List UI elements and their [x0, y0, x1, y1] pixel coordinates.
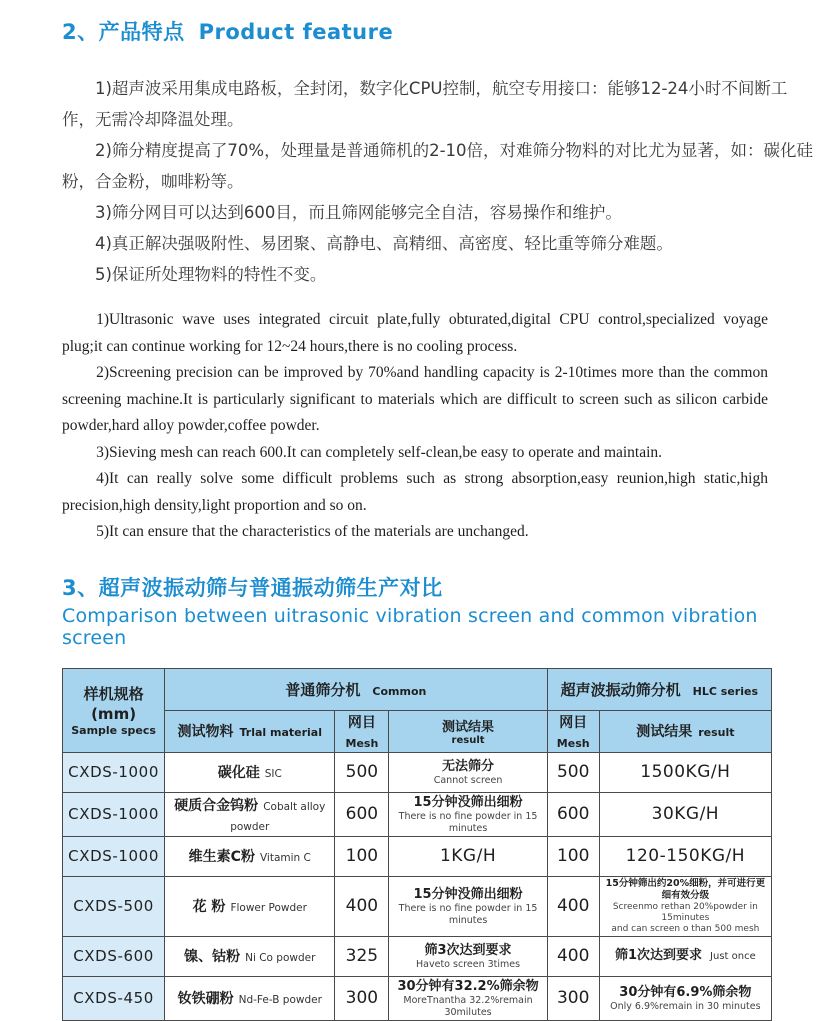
- spec-cell: CXDS-1000: [63, 792, 165, 836]
- result-hlc-cell: 筛1次达到要求 Just once: [599, 936, 771, 976]
- mesh-common-cell: 100: [335, 836, 389, 876]
- mesh-common-cell: 325: [335, 936, 389, 976]
- section3-title-cn: 3、超声波振动筛与普通振动筛生产对比: [62, 575, 443, 600]
- section2-title-cn: 2、产品特点: [62, 20, 185, 44]
- mesh-common-cell: 300: [335, 976, 389, 1020]
- feature-list-english: [62, 307, 768, 546]
- en-paragraph-2: 2)Screening precision can be improved by 70%and handling capacity is 2-10times more than the common screening machine.It is particularly significant to materials which are difficult to screen such as silicon carbide powder,hard alloy powder,coffee powder.: [62, 364, 768, 434]
- section3-title-en: Comparison between uitrasonic vibration screen and common vibration screen: [62, 604, 758, 649]
- material-cell: 硬质合金钨粉 Cobalt alloy powder: [165, 792, 335, 836]
- result-common-cell: 1KG/H: [389, 836, 547, 876]
- spec-cell: CXDS-600: [63, 936, 165, 976]
- table-row: [63, 876, 772, 936]
- result-hlc-cell: 30分钟有6.9%筛余物 Only 6.9%remain in 30 minutes: [599, 976, 771, 1020]
- cn-paragraph-4: 4)真正解决强吸附性、易团聚、高静电、高精细、高密度、轻比重等筛分难题。: [95, 234, 673, 253]
- material-cell: 镍、钴粉 Ni Co powder: [165, 936, 335, 976]
- header-group-hlc: 超声波振动筛分机 HLC series: [547, 668, 771, 710]
- mesh-hlc-cell: 400: [547, 936, 599, 976]
- result-hlc-cell: 15分钟筛出约20%细粉，并可进行更细有效分级 Screenmo rethan 20%powder in 15minutes and can screen o than 500 mesh: [599, 876, 771, 936]
- mesh-common-cell: 400: [335, 876, 389, 936]
- section2-title-en: Product feature: [198, 20, 394, 44]
- mesh-hlc-cell: 100: [547, 836, 599, 876]
- header-group-common: 普通筛分机 Common: [165, 668, 548, 710]
- result-common-cell: 15分钟没筛出细粉 There is no fine powder in 15 minutes: [389, 792, 547, 836]
- material-cell: 钕铁硼粉 Nd-Fe-B powder: [165, 976, 335, 1020]
- result-common-cell: 筛3次达到要求 Haveto screen 3times: [389, 936, 547, 976]
- table-row: [63, 976, 772, 1020]
- en-paragraph-4: 4)It can really solve some difficult problems such as strong absorption,easy reunion,high static,high precision,high density,light proportion and so on.: [62, 470, 768, 514]
- result-common-cell: 30分钟有32.2%筛余物 MoreTnantha 32.2%remain 30milutes: [389, 976, 547, 1020]
- header-trial-material: 测试物料 Trlal material: [165, 710, 335, 752]
- material-cell: 维生素C粉 Vitamin C: [165, 836, 335, 876]
- mesh-hlc-cell: 300: [547, 976, 599, 1020]
- table-row: [63, 936, 772, 976]
- table-row: [63, 792, 772, 836]
- comparison-table: [62, 668, 772, 1021]
- table-header-group-row: [63, 668, 772, 710]
- spec-cell: CXDS-450: [63, 976, 165, 1020]
- cn-paragraph-3: 3)筛分网目可以达到600目，而且筛网能够完全自洁，容易操作和维护。: [95, 203, 622, 222]
- header-result-common: 测试结果 result: [389, 710, 547, 752]
- mesh-common-cell: 600: [335, 792, 389, 836]
- header-mesh-common: 网目Mesh: [335, 710, 389, 752]
- material-cell: 碳化硅 SIC: [165, 752, 335, 792]
- mesh-common-cell: 500: [335, 752, 389, 792]
- result-hlc-cell: 120-150KG/H: [599, 836, 771, 876]
- mesh-hlc-cell: 600: [547, 792, 599, 836]
- table-row: [63, 836, 772, 876]
- en-paragraph-3: 3)Sieving mesh can reach 600.It can completely self-clean,be easy to operate and maintain.: [96, 443, 663, 461]
- result-hlc-cell: 30KG/H: [599, 792, 771, 836]
- result-hlc-cell: 1500KG/H: [599, 752, 771, 792]
- header-mesh-hlc: 网目Mesh: [547, 710, 599, 752]
- table-row: [63, 752, 772, 792]
- en-paragraph-5: 5)It can ensure that the characteristics of the materials are unchanged.: [96, 523, 529, 540]
- table-header-sub-row: [63, 710, 772, 752]
- spec-cell: CXDS-1000: [63, 836, 165, 876]
- result-common-cell: 15分钟没筛出细粉 There is no fine powder in 15 minutes: [389, 876, 547, 936]
- feature-list-chinese: [62, 73, 820, 290]
- mesh-hlc-cell: 500: [547, 752, 599, 792]
- cn-paragraph-1: 1)超声波采用集成电路板，全封闭，数字化CPU控制，航空专用接口：能够12-24小时不间断工作，无需冷却降温处理。: [62, 79, 788, 129]
- header-result-hlc: 测试结果 result: [599, 710, 771, 752]
- section3-heading: [62, 572, 820, 649]
- en-paragraph-1: 1)Ultrasonic wave uses integrated circuit plate,fully obturated,digital CPU control,specialized voyage plug;it can continue working for 12~24 hours,there is no cooling process.: [62, 311, 768, 355]
- mesh-hlc-cell: 400: [547, 876, 599, 936]
- spec-cell: CXDS-1000: [63, 752, 165, 792]
- result-common-cell: 无法筛分 Cannot screen: [389, 752, 547, 792]
- cn-paragraph-5: 5)保证所处理物料的特性不变。: [95, 265, 327, 284]
- section2-title: [62, 16, 820, 46]
- spec-cell: CXDS-500: [63, 876, 165, 936]
- cn-paragraph-2: 2)筛分精度提高了70%，处理量是普通筛机的2-10倍，对难筛分物料的对比尤为显著，如：碳化硅粉，合金粉，咖啡粉等。: [62, 141, 814, 191]
- header-sample-specs: 样机规格(mm) Sample specs: [63, 668, 165, 752]
- material-cell: 花 粉 Flower Powder: [165, 876, 335, 936]
